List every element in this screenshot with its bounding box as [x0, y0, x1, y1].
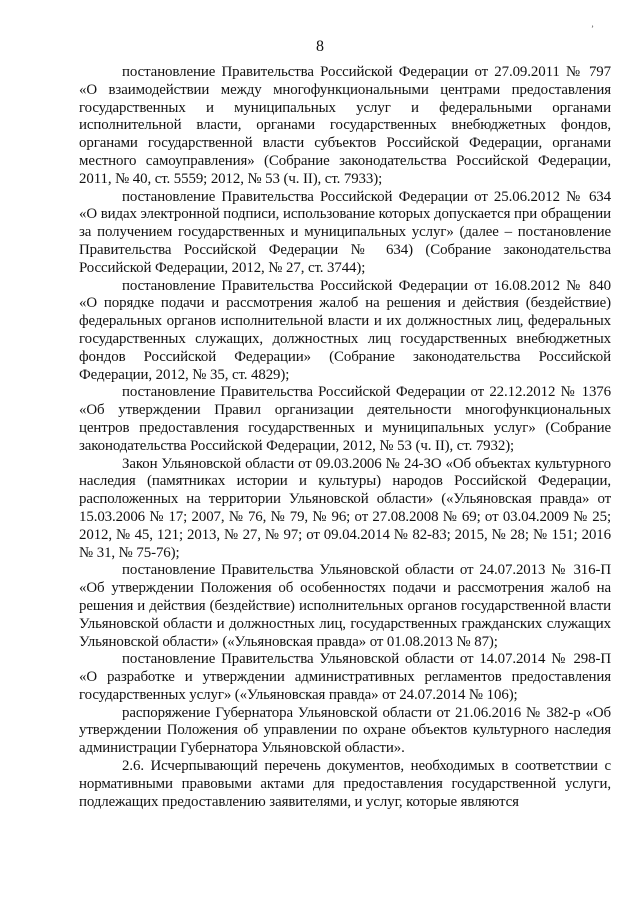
paragraph-law-24-zo: Закон Ульяновской области от 09.03.2006 № 24-ЗО «Об объектах культурного наследия (памятниках истории и культуры) народов Российской Федерации, расположенных на территории Ульяновской области» («Ульяновская правда» от 15.03.2006 № 17; 2007, № 76, № 79, № 96; от 27.08.2008 № 69; от 03.04.2009 № 25; 2012, № 45, 121; 2013, № 27, № 97; от 09.04.2014 № 82-83; 2015, № 28; № 151; 2016 № 31, № 75-76); — [79, 455, 611, 561]
paragraph-decree-840: постановление Правительства Российской Федерации от 16.08.2012 № 840 «О порядке подачи и рассмотрения жалоб на решения и действия (бездействие) федеральных органов исполнительной власти и их должностных лиц, федеральных государственных служащих, должностных лиц государственных внебюджетных фондов Российской Федерации» (Собрание законодательства Российской Федерации, 2012, № 35, ст. 4829); — [79, 277, 611, 383]
paragraph-decree-316-p: постановление Правительства Ульяновской области от 24.07.2013 № 316-П «Об утверждении Положения об особенностях подачи и рассмотрения жалоб на решения и действия (бездействие) исполнительных органов государственной власти Ульяновской области и должностных лиц, государственных гражданских служащих Ульяновской области» («Ульяновская правда» от 01.08.2013 № 87); — [79, 562, 611, 650]
paragraph-section-2-6: 2.6. Исчерпывающий перечень документов, необходимых в соответствии с нормативными правовыми актами для предоставления государственной услуги, подлежащих предоставлению заявителями, и услуг, которые являются — [79, 758, 611, 810]
page-corner-mark: ’ — [591, 24, 594, 34]
page-number: 8 — [316, 38, 324, 55]
paragraph-decree-797: постановление Правительства Российской Федерации от 27.09.2011 № 797 «О взаимодействии между многофункциональными центрами предоставления государственных и муниципальных услуг и федеральными органами исполнительной власти, органами государственных внебюджетных фондов, органами государственной власти субъектов Российской Федерации, органами местного самоуправления» (Собрание законодательства Российской Федерации, 2011, № 40, ст. 5559; 2012, № 53 (ч. II), ст. 7933); — [79, 64, 611, 187]
document-body — [79, 64, 611, 811]
paragraph-order-382-r: распоряжение Губернатора Ульяновской области от 21.06.2016 № 382-р «Об утверждении Положения об управлении по охране объектов культурного наследия администрации Губернатора Ульяновской области». — [79, 704, 611, 757]
paragraph-decree-298-p: постановление Правительства Ульяновской области от 14.07.2014 № 298-П «О разработке и утверждении административных регламентов предоставления государственных услуг» («Ульяновская правда» от 24.07.2014 № 106); — [79, 651, 611, 703]
paragraph-decree-634: постановление Правительства Российской Федерации от 25.06.2012 № 634 «О видах электронной подписи, использование которых допускается при обращении за получением государственных и муниципальных услуг» (далее – постановление Правительства Российской Федерации № 634) (Собрание законодательства Российской Федерации, 2012, № 27, ст. 3744); — [79, 188, 611, 276]
paragraph-decree-1376: постановление Правительства Российской Федерации от 22.12.2012 № 1376 «Об утверждении Правил организации деятельности многофункциональных центров предоставления государственных и муниципальных услуг» (Собрание законодательства Российской Федерации, 2012, № 53 (ч. II), ст. 7932); — [79, 384, 611, 454]
